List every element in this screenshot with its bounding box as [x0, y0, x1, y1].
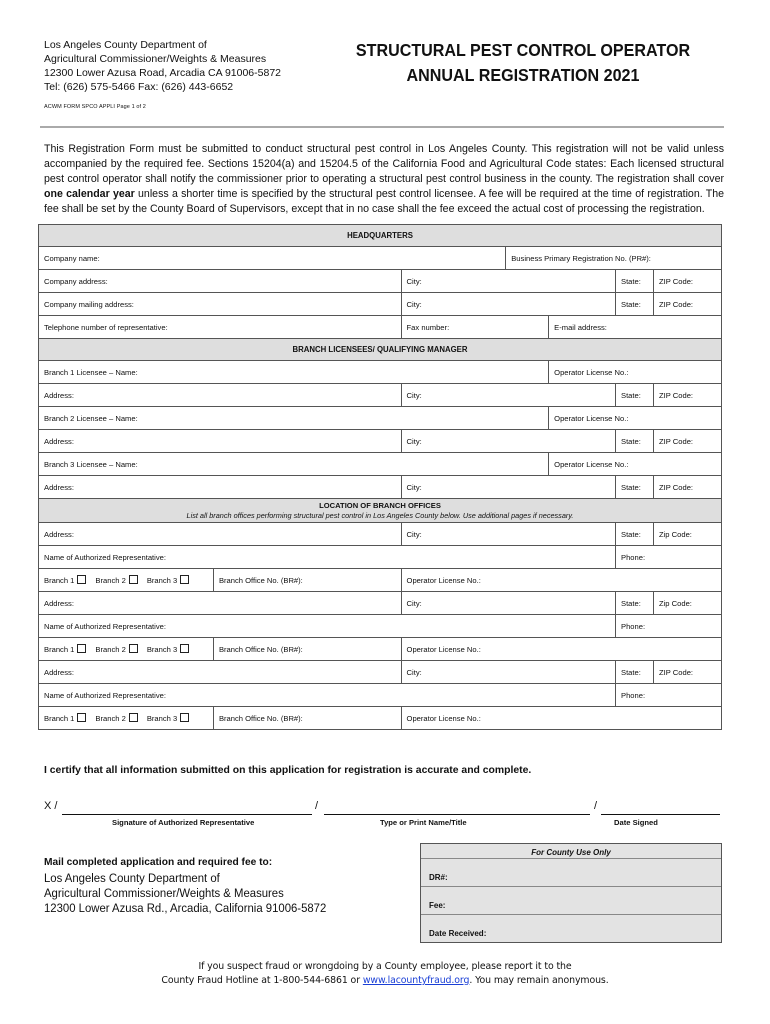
page-title	[344, 38, 703, 88]
hq-company-row	[39, 247, 722, 270]
org-line: 12300 Lower Azusa Road, Arcadia CA 91006-5872	[44, 67, 282, 79]
office-branch-row	[39, 638, 722, 661]
branch-office-no-field[interactable]: Branch Office No. (BR#):	[213, 707, 401, 730]
authorized-rep-field[interactable]: Name of Authorized Representative:	[39, 546, 616, 569]
date-received-field[interactable]: Date Received:	[421, 914, 721, 942]
branch-office-no-field[interactable]: Branch Office No. (BR#):	[213, 569, 401, 592]
header-divider	[40, 126, 724, 128]
phone-field[interactable]: Phone:	[616, 684, 722, 707]
branch-offices-subtitle: List all branch offices performing structural pest control in Los Angeles County below. Use additional pages if necessary.	[186, 510, 574, 520]
registration-form-table	[38, 224, 722, 730]
licensee-row	[39, 407, 722, 430]
print-name-line[interactable]	[324, 814, 590, 815]
branch2-checkbox[interactable]	[129, 644, 138, 653]
county-use-box	[420, 843, 722, 943]
licensee-row	[39, 453, 722, 476]
state-field[interactable]: State:	[616, 384, 654, 407]
branch-offices-title: LOCATION OF BRANCH OFFICES	[319, 500, 441, 510]
state-field[interactable]: State:	[616, 661, 654, 684]
address-field[interactable]: Address:	[39, 592, 402, 615]
branch3-checkbox[interactable]	[180, 713, 189, 722]
signature-caption: Signature of Authorized Representative	[112, 818, 255, 827]
city-field[interactable]: City:	[401, 270, 615, 293]
zip-field[interactable]: Zip Code:	[653, 592, 721, 615]
state-field[interactable]: State:	[616, 592, 654, 615]
city-field[interactable]: City:	[401, 523, 615, 546]
intro-paragraph	[44, 142, 724, 217]
telephone-rep-field[interactable]: Telephone number of representative:	[39, 316, 402, 339]
date-signed-caption: Date Signed	[614, 818, 658, 827]
mailing-line: Agricultural Commissioner/Weights & Measures	[44, 886, 284, 900]
office-rep-row	[39, 684, 722, 707]
zip-field[interactable]: ZIP Code:	[653, 661, 721, 684]
branch1-checkbox[interactable]	[77, 644, 86, 653]
branch-checkbox-group	[39, 707, 214, 730]
branch-checkbox-group	[39, 638, 214, 661]
office-address-row	[39, 592, 722, 615]
operator-license-field[interactable]: Operator License No.:	[549, 361, 722, 384]
licensee-address-row	[39, 384, 722, 407]
branch2-label: Branch 2	[95, 714, 126, 723]
address-field[interactable]: Address:	[39, 523, 402, 546]
address-field[interactable]: Address:	[39, 476, 402, 499]
fraud-notice	[0, 960, 770, 988]
zip-field[interactable]: ZIP Code:	[653, 476, 721, 499]
date-signed-line[interactable]	[601, 814, 720, 815]
state-field[interactable]: State:	[616, 293, 654, 316]
branch3-label: Branch 3	[146, 645, 178, 654]
operator-license-field[interactable]: Operator License No.:	[401, 638, 721, 661]
headquarters-section-header	[39, 225, 722, 247]
org-line: Los Angeles County Department of	[44, 39, 207, 51]
business-pr-field[interactable]: Business Primary Registration No. (PR#):	[506, 247, 722, 270]
city-field[interactable]: City:	[401, 384, 615, 407]
zip-field[interactable]: ZIP Code:	[653, 293, 721, 316]
branch3-checkbox[interactable]	[180, 575, 189, 584]
headquarters-title: HEADQUARTERS	[39, 225, 722, 247]
company-name-field[interactable]: Company name:	[39, 247, 506, 270]
branch-checkbox-group	[39, 569, 214, 592]
state-field[interactable]: State:	[616, 476, 654, 499]
branch2-label: Branch 2	[95, 645, 126, 654]
form-id: ACWM FORM SPCO APPLI Page 1 of 2	[44, 104, 146, 110]
branch-licensees-title: BRANCH LICENSEES/ QUALIFYING MANAGER	[39, 339, 722, 361]
operator-license-field[interactable]: Operator License No.:	[401, 569, 721, 592]
branch1-checkbox[interactable]	[77, 713, 86, 722]
mailing-line: Los Angeles County Department of	[44, 871, 220, 885]
email-field[interactable]: E-mail address:	[549, 316, 722, 339]
office-branch-row	[39, 569, 722, 592]
branch3-licensee-field[interactable]: Branch 3 Licensee – Name:	[39, 453, 549, 476]
intro-text-2: unless a shorter time is specified by the structural pest control licensee. A fee will be required at the time of registration. The fee shall be set by the County Board of Supervisors, except that in no case shall the fee exceed the actual cost of processing the registration.	[44, 188, 725, 215]
state-field[interactable]: State:	[616, 430, 654, 453]
office-address-row	[39, 661, 722, 684]
authorized-rep-field[interactable]: Name of Authorized Representative:	[39, 684, 616, 707]
hq-address-row	[39, 270, 722, 293]
fraud-text-end: . You may remain anonymous.	[469, 975, 609, 986]
office-rep-row	[39, 546, 722, 569]
org-line: Tel: (626) 575-5466 Fax: (626) 443-6652	[44, 81, 234, 93]
operator-license-field[interactable]: Operator License No.:	[549, 453, 722, 476]
name-title-caption: Type or Print Name/Title	[380, 818, 467, 827]
branch2-licensee-field[interactable]: Branch 2 Licensee – Name:	[39, 407, 549, 430]
branch3-checkbox[interactable]	[180, 644, 189, 653]
branch3-label: Branch 3	[146, 576, 178, 585]
mailing-address-block	[44, 855, 348, 916]
intro-bold: one calendar year	[44, 188, 135, 200]
city-field[interactable]: City:	[401, 661, 615, 684]
fraud-hotline-link[interactable]: www.lacountyfraud.org	[362, 975, 470, 986]
zip-field[interactable]: ZIP Code:	[653, 384, 721, 407]
phone-field[interactable]: Phone:	[616, 615, 722, 638]
fraud-line-2	[0, 974, 770, 988]
branch-offices-section-header	[39, 499, 722, 523]
office-address-row	[39, 523, 722, 546]
mailing-line: 12300 Lower Azusa Rd., Arcadia, California 91006-5872	[44, 901, 327, 915]
office-rep-row	[39, 615, 722, 638]
branch2-checkbox[interactable]	[129, 713, 138, 722]
branch2-label: Branch 2	[95, 576, 126, 585]
state-field[interactable]: State:	[616, 270, 654, 293]
slash-separator: /	[594, 800, 598, 812]
title-line-1: STRUCTURAL PEST CONTROL OPERATOR	[355, 40, 691, 60]
operator-license-field[interactable]: Operator License No.:	[549, 407, 722, 430]
branch1-licensee-field[interactable]: Branch 1 Licensee – Name:	[39, 361, 549, 384]
org-line: Agricultural Commissioner/Weights & Measures	[44, 53, 267, 65]
authorized-rep-field[interactable]: Name of Authorized Representative:	[39, 615, 616, 638]
branch1-label: Branch 1	[44, 714, 75, 723]
address-field[interactable]: Address:	[39, 430, 402, 453]
slash-separator: /	[315, 800, 319, 812]
signature-line[interactable]	[62, 814, 312, 815]
fax-field[interactable]: Fax number:	[401, 316, 549, 339]
branch2-checkbox[interactable]	[129, 575, 138, 584]
fraud-line-1: If you suspect fraud or wrongdoing by a County employee, please report it to the	[198, 961, 572, 972]
intro-text-1: This Registration Form must be submitted to conduct structural pest control in Los Angeles County. This registration will not be valid unless accompanied by the required fee. Sections 15204(a) and 15204.5 of the California Food and Agricultural Code states: Each licensed structural pest control operator shall notify the commissioner prior to operating a structural pest control business in the county. The registration shall cover	[44, 143, 724, 185]
phone-field[interactable]: Phone:	[616, 546, 722, 569]
org-address-block	[44, 38, 281, 114]
zip-field[interactable]: ZIP Code:	[653, 430, 721, 453]
title-line-2: ANNUAL REGISTRATION 2021	[406, 65, 640, 85]
branch1-label: Branch 1	[44, 576, 75, 585]
fraud-text: County Fraud Hotline at 1-800-544-6861 or	[161, 975, 363, 986]
zip-field[interactable]: ZIP Code:	[653, 270, 721, 293]
county-use-heading: For County Use Only	[531, 848, 611, 857]
branch3-label: Branch 3	[146, 714, 178, 723]
city-field[interactable]: City:	[401, 476, 615, 499]
zip-field[interactable]: Zip Code:	[653, 523, 721, 546]
state-field[interactable]: State:	[616, 523, 654, 546]
certification-statement: I certify that all information submitted on this application for registration is accurate and complete.	[44, 765, 532, 776]
licensee-address-row	[39, 476, 722, 499]
company-address-field[interactable]: Company address:	[39, 270, 402, 293]
hq-mailing-row	[39, 293, 722, 316]
office-branch-row	[39, 707, 722, 730]
branch-licensees-section-header	[39, 339, 722, 361]
licensee-address-row	[39, 430, 722, 453]
mailing-heading: Mail completed application and required fee to:	[44, 857, 273, 868]
address-field[interactable]: Address:	[39, 384, 402, 407]
x-mark: X /	[44, 800, 58, 812]
branch1-checkbox[interactable]	[77, 575, 86, 584]
city-field[interactable]: City:	[401, 293, 615, 316]
hq-contact-row	[39, 316, 722, 339]
branch1-label: Branch 1	[44, 645, 75, 654]
branch-office-no-field[interactable]: Branch Office No. (BR#):	[213, 638, 401, 661]
branch-offices-header-cell	[39, 499, 722, 523]
city-field[interactable]: City:	[401, 430, 615, 453]
dr-number-field[interactable]: DR#:	[421, 858, 721, 886]
fee-field[interactable]: Fee:	[421, 886, 721, 914]
licensee-row	[39, 361, 722, 384]
operator-license-field[interactable]: Operator License No.:	[401, 707, 721, 730]
company-mailing-field[interactable]: Company mailing address:	[39, 293, 402, 316]
city-field[interactable]: City:	[401, 592, 615, 615]
address-field[interactable]: Address:	[39, 661, 402, 684]
